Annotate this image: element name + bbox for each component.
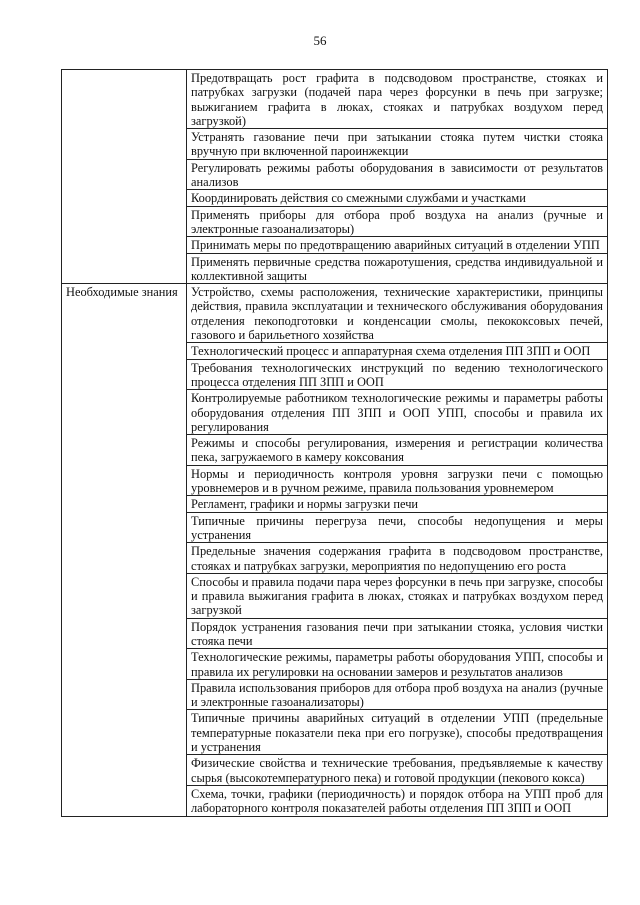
requirement-text: Технологические режимы, параметры работы оборудования УПП, способы и правила их регулировки на основании замеров и результатов анализов [187, 649, 608, 680]
requirement-text: Требования технологических инструкций по ведению технологического процесса отделения ПП ЗПП и ООП [187, 359, 608, 390]
row-group-label: Необходимые знания [62, 284, 187, 816]
requirement-text: Нормы и периодичность контроля уровня загрузки печи с помощью уровнемеров и в ручном режиме, правила пользования уровнемером [187, 465, 608, 496]
page-number: 56 [313, 33, 327, 48]
requirement-text: Устройство, схемы расположения, технические характеристики, принципы действия, правила эксплуатации и технического обслуживания оборудования отделения пекоподготовки и конденсации смолы, пекококсовых печей, газового и барильетного хозяйства [187, 284, 608, 343]
requirement-text: Порядок устранения газования печи при затыкании стояка, условия чистки стояка печи [187, 618, 608, 649]
requirement-text: Технологический процесс и аппаратурная схема отделения ПП ЗПП и ООП [187, 343, 608, 359]
requirements-table [61, 69, 608, 817]
requirement-text: Типичные причины аварийных ситуаций в отделении УПП (предельные температурные показатели пека при его погрузке), способы предотвращения и устранения [187, 710, 608, 755]
table-row [62, 284, 608, 343]
requirement-text: Устранять газование печи при затыкании стояка путем чистки стояка вручную при включенной пароинжекции [187, 129, 608, 160]
requirement-text: Предельные значения содержания графита в подсводовом пространстве, стояках и патрубках загрузки, мероприятия по недопущению его роста [187, 543, 608, 574]
row-group-label [62, 70, 187, 284]
requirement-text: Применять приборы для отбора проб воздуха на анализ (ручные и электронные газоанализаторы) [187, 206, 608, 237]
requirement-text: Предотвращать рост графита в подсводовом пространстве, стояках и патрубках загрузки (подачей пара через форсунки в печь при загрузке; выжиганием графита в люках, стояках и патрубках воздухом перед загрузкой) [187, 70, 608, 129]
requirement-text: Физические свойства и технические требования, предъявляемые к качеству сырья (высокотемпературного пека) и готовой продукции (пекового кокса) [187, 755, 608, 786]
requirement-text: Режимы и способы регулирования, измерения и регистрации количества пека, загружаемого в камеру коксования [187, 435, 608, 466]
requirement-text: Схема, точки, графики (периодичность) и порядок отбора на УПП проб для лабораторного контроля показателей работы отделения ПП ЗПП и ООП [187, 785, 608, 816]
requirement-text: Способы и правила подачи пара через форсунки в печь при загрузке, способы и правила выжигания графита в люках, стояках и патрубках воздухом перед загрузкой [187, 573, 608, 618]
table-row [62, 70, 608, 129]
requirement-text: Применять первичные средства пожаротушения, средства индивидуальной и коллективной защиты [187, 253, 608, 284]
requirement-text: Координировать действия со смежными службами и участками [187, 190, 608, 206]
requirements-table-body [62, 70, 608, 817]
requirement-text: Регламент, графики и нормы загрузки печи [187, 496, 608, 512]
requirement-text: Регулировать режимы работы оборудования в зависимости от результатов анализов [187, 159, 608, 190]
requirement-text: Контролируемые работником технологические режимы и параметры работы оборудования отделения ПП ЗПП и ООП УПП, способы и правила их регулирования [187, 390, 608, 435]
requirement-text: Правила использования приборов для отбора проб воздуха на анализ (ручные и электронные газоанализаторы) [187, 679, 608, 710]
requirement-text: Принимать меры по предотвращению аварийных ситуаций в отделении УПП [187, 237, 608, 253]
requirement-text: Типичные причины перегруза печи, способы недопущения и меры устранения [187, 512, 608, 543]
